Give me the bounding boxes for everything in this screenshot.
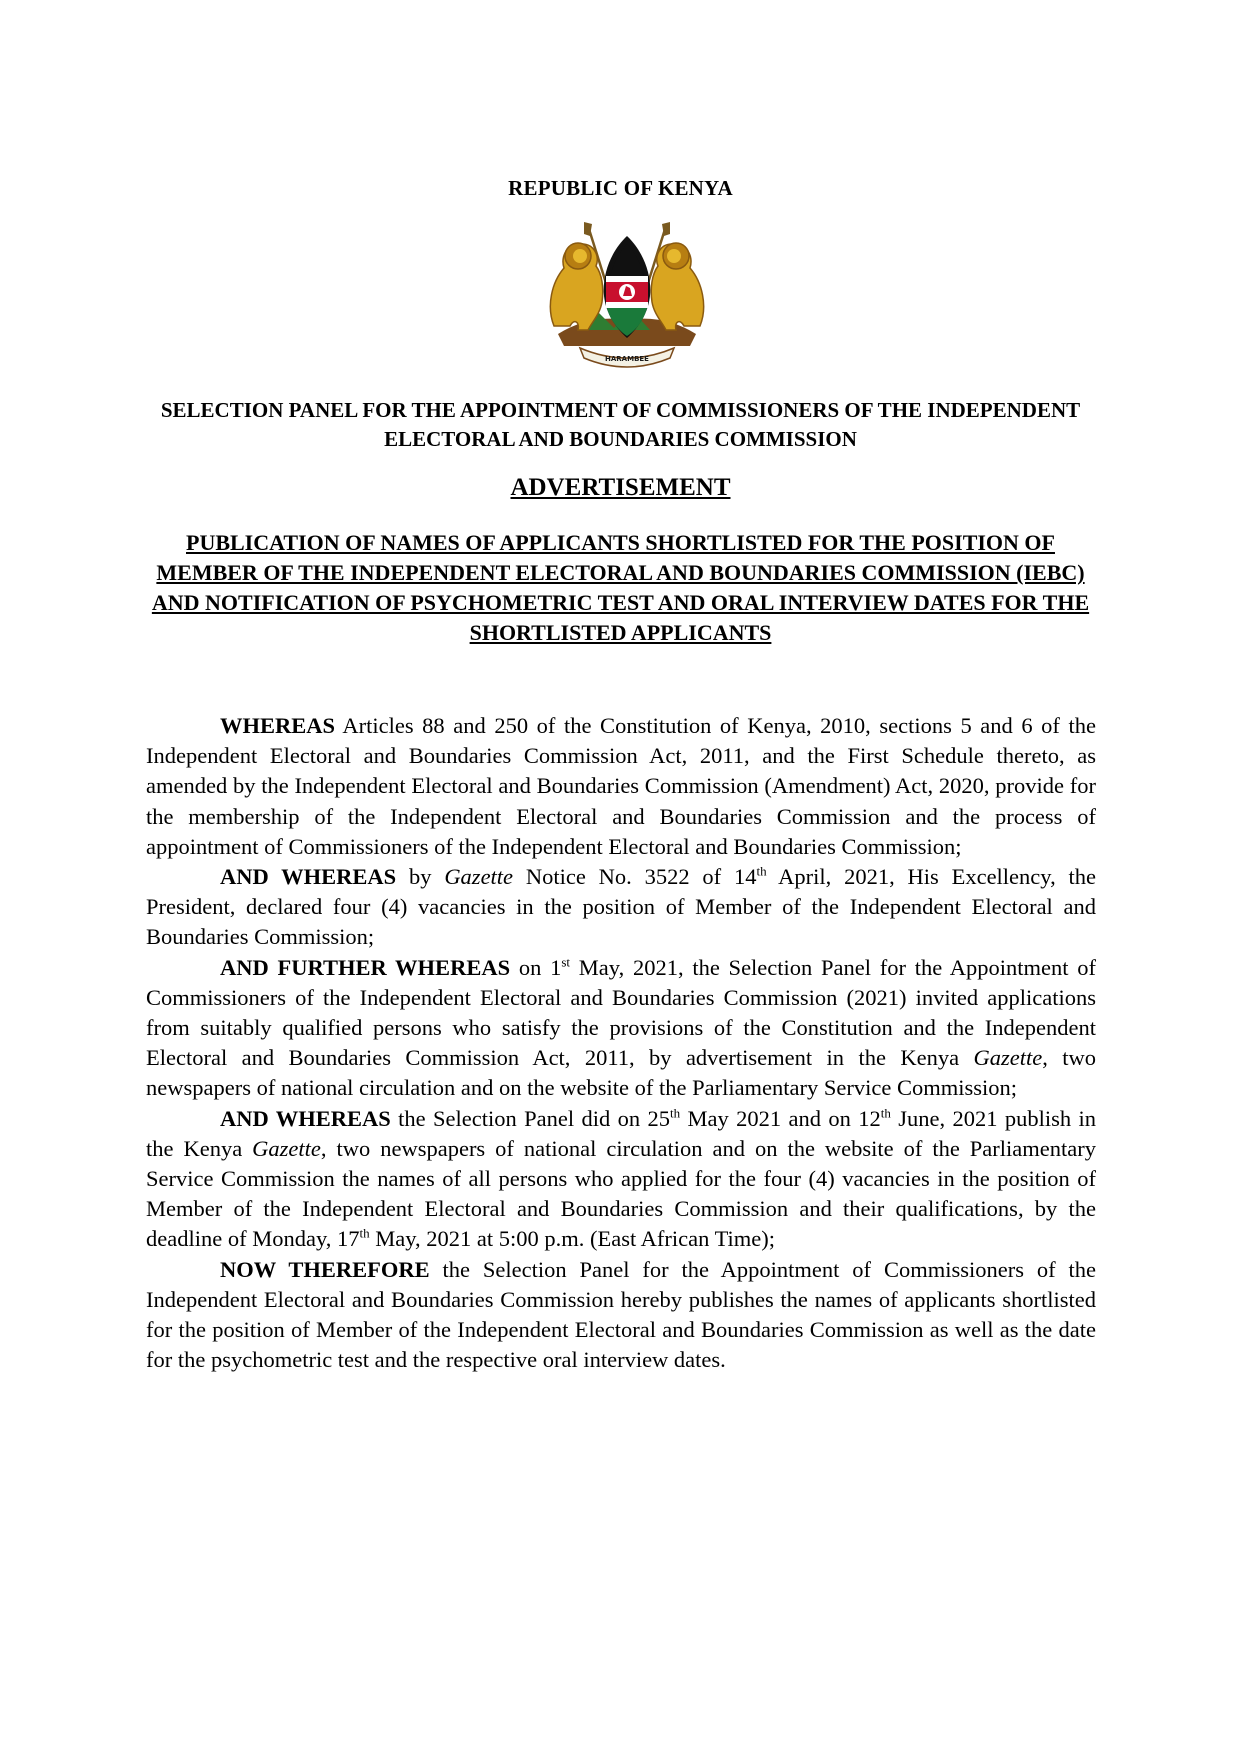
paragraph-text: the Selection Panel for the Appointment of Commissioners of the Independent Electoral and Boundaries Commission hereby publishes the names of applicants shortlisted for the position of Member of the Independent Electoral and Boundaries Commission as well as the date for the psychometric test and the respective oral interview dates. xyxy=(146,1256,1096,1373)
paragraph-text: May, 2021 at 5:00 p.m. (East African Time); xyxy=(369,1226,775,1252)
paragraph-text: June, 2021 publish in the Kenya xyxy=(146,1105,1096,1161)
lead-whereas: WHEREAS xyxy=(220,713,336,738)
paragraph-text: May, 2021, the Selection Panel for the Appointment of Commissioners of the Independent Electoral and Boundaries Commission (2021) invited applications from suitably qualified persons who satisfy the provisions of the Constitution and the Independent Electoral and Boundaries Commission Act, 2011, by advertisement in the Kenya xyxy=(146,954,1097,1071)
publication-title: PUBLICATION OF NAMES OF APPLICANTS SHORTLISTED FOR THE POSITION OF MEMBER OF THE INDEPENDENT ELECTORAL AND BOUNDARIES COMMISSION (IEBC) AND NOTIFICATION OF PSYCHOMETRIC TEST AND ORAL INTERVIEW DATES FOR THE SHORTLISTED APPLICANTS xyxy=(151,530,1090,645)
ordinal-suffix: th xyxy=(359,1225,370,1241)
paragraph-and-whereas-1 xyxy=(146,862,1096,953)
panel-title: SELECTION PANEL FOR THE APPOINTMENT OF COMMISSIONERS OF THE INDEPENDENT ELECTORAL AND BOUNDARIES COMMISSION xyxy=(160,398,1081,451)
paragraph-text: Articles 88 and 250 of the Constitution of Kenya, 2010, sections 5 and 6 of the Independent Electoral and Boundaries Commission Act, 2011, and the First Schedule thereto, as amended by the Independent Electoral and Boundaries Commission (Amendment) Act, 2020, provide for the membership of the Independent Electoral and Boundaries Commission and the process of appointment of Commissioners of the Independent Electoral and Boundaries Commission; xyxy=(146,713,1096,859)
paragraph-whereas xyxy=(146,711,1096,862)
advertisement-heading: ADVERTISEMENT xyxy=(510,474,731,501)
lead-and-whereas: AND WHEREAS xyxy=(220,1105,391,1131)
paragraph-text: the Selection Panel did on 25 xyxy=(390,1105,670,1131)
paragraph-text: on 1 xyxy=(510,954,562,980)
lead-and-further-whereas: AND FURTHER WHEREAS xyxy=(220,954,511,980)
lead-now-therefore: NOW THEREFORE xyxy=(220,1256,430,1282)
body-text xyxy=(146,711,1096,1375)
paragraph-text: Notice No. 3522 of 14 xyxy=(513,864,757,890)
paragraph-text: , two newspapers of national circulation and on the website of the Parliamentary Service Commission; xyxy=(146,1045,1096,1101)
paragraph-text: May 2021 and on 12 xyxy=(680,1105,881,1131)
gazette-italic: Gazette xyxy=(973,1045,1043,1071)
ordinal-suffix: th xyxy=(669,1105,681,1121)
gazette-italic: Gazette xyxy=(444,864,514,890)
paragraph-and-whereas-2 xyxy=(146,1104,1096,1255)
motto-text: HARAMBEE xyxy=(605,355,649,363)
country-heading: REPUBLIC OF KENYA xyxy=(508,176,733,200)
paragraph-text: April, 2021, His Excellency, the President, declared four (4) vacancies in the position of Member of the Independent Electoral and Boundaries Commission; xyxy=(146,864,1096,950)
paragraph-text: , two newspapers of national circulation and on the website of the Parliamentary Service Commission the names of all persons who applied for the four (4) vacancies in the position of Member of the Independent Electoral and Boundaries Commission and their qualifications, by the deadline of Monday, 17 xyxy=(146,1135,1096,1252)
ordinal-suffix: th xyxy=(756,863,767,879)
paragraph-text: by xyxy=(396,864,445,890)
ordinal-suffix: th xyxy=(880,1105,891,1121)
paragraph-now-therefore xyxy=(146,1255,1096,1376)
coat-of-arms-icon xyxy=(540,222,714,374)
ordinal-suffix: st xyxy=(561,954,571,970)
gazette-italic: Gazette xyxy=(252,1135,321,1161)
lead-and-whereas: AND WHEREAS xyxy=(220,864,397,890)
paragraph-and-further-whereas xyxy=(146,953,1096,1104)
